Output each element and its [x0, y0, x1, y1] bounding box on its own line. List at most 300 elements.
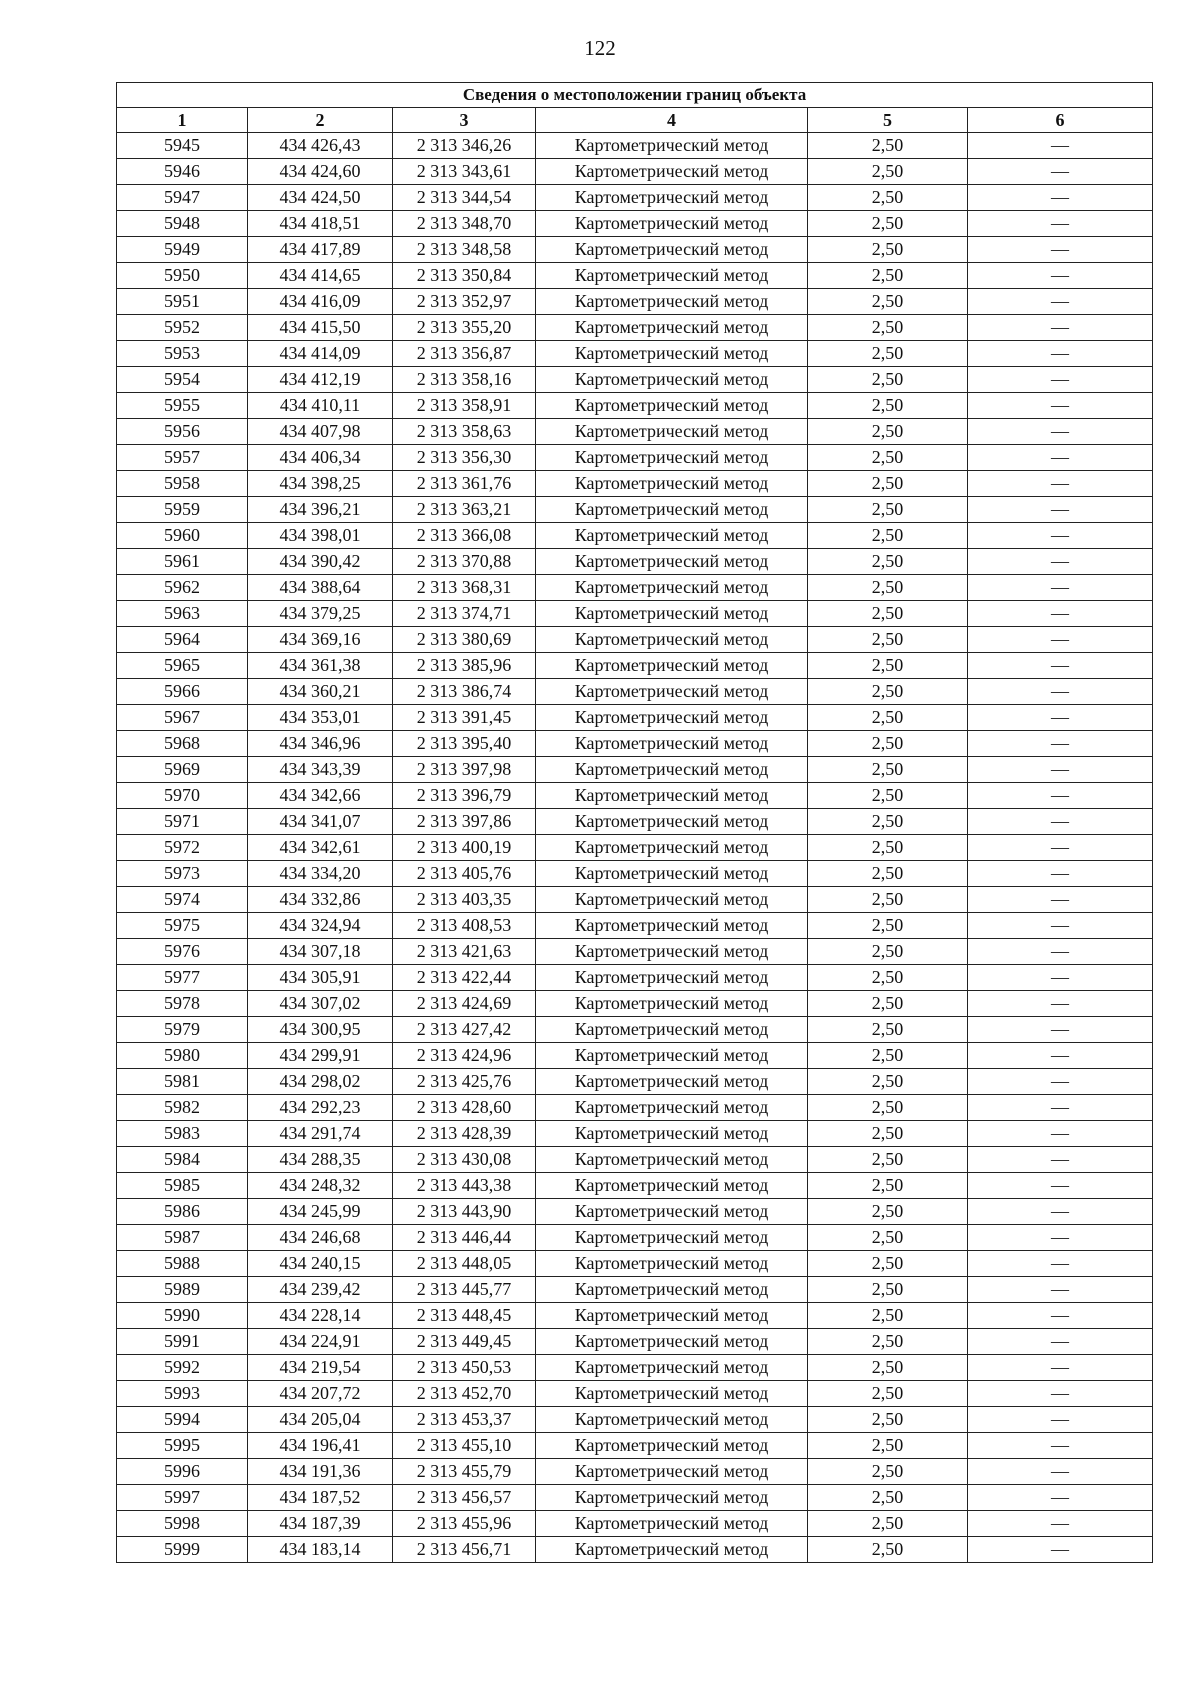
table-row — [117, 315, 1153, 341]
method-cell: Картометрический метод — [536, 549, 808, 575]
accuracy-cell: 2,50 — [808, 913, 968, 939]
note-cell: — — [968, 601, 1153, 627]
x-coordinate-cell: 434 332,86 — [248, 887, 393, 913]
point-number-cell: 5954 — [117, 367, 248, 393]
method-cell: Картометрический метод — [536, 783, 808, 809]
x-coordinate-cell: 434 207,72 — [248, 1381, 393, 1407]
note-cell: — — [968, 445, 1153, 471]
point-number-cell: 5952 — [117, 315, 248, 341]
point-number-cell: 5969 — [117, 757, 248, 783]
x-coordinate-cell: 434 418,51 — [248, 211, 393, 237]
point-number-cell: 5975 — [117, 913, 248, 939]
x-coordinate-cell: 434 324,94 — [248, 913, 393, 939]
method-cell: Картометрический метод — [536, 393, 808, 419]
y-coordinate-cell: 2 313 368,31 — [393, 575, 536, 601]
y-coordinate-cell: 2 313 446,44 — [393, 1225, 536, 1251]
table-row — [117, 1433, 1153, 1459]
method-cell: Картометрический метод — [536, 263, 808, 289]
accuracy-cell: 2,50 — [808, 1069, 968, 1095]
y-coordinate-cell: 2 313 385,96 — [393, 653, 536, 679]
point-number-cell: 5981 — [117, 1069, 248, 1095]
x-coordinate-cell: 434 398,25 — [248, 471, 393, 497]
accuracy-cell: 2,50 — [808, 887, 968, 913]
table-row — [117, 705, 1153, 731]
accuracy-cell: 2,50 — [808, 159, 968, 185]
table-row — [117, 1537, 1153, 1563]
table-row — [117, 991, 1153, 1017]
point-number-cell: 5951 — [117, 289, 248, 315]
x-coordinate-cell: 434 410,11 — [248, 393, 393, 419]
table-row — [117, 237, 1153, 263]
accuracy-cell: 2,50 — [808, 211, 968, 237]
x-coordinate-cell: 434 390,42 — [248, 549, 393, 575]
table-row — [117, 1303, 1153, 1329]
note-cell: — — [968, 1459, 1153, 1485]
column-header: 2 — [248, 108, 393, 133]
point-number-cell: 5992 — [117, 1355, 248, 1381]
table-title-row — [117, 83, 1153, 108]
table-row — [117, 1017, 1153, 1043]
column-header: 5 — [808, 108, 968, 133]
note-cell: — — [968, 1069, 1153, 1095]
method-cell: Картометрический метод — [536, 1173, 808, 1199]
method-cell: Картометрический метод — [536, 1043, 808, 1069]
table-row — [117, 783, 1153, 809]
accuracy-cell: 2,50 — [808, 679, 968, 705]
note-cell: — — [968, 835, 1153, 861]
boundary-coordinates-table — [116, 82, 1153, 1563]
x-coordinate-cell: 434 414,09 — [248, 341, 393, 367]
table-row — [117, 1225, 1153, 1251]
point-number-cell: 5953 — [117, 341, 248, 367]
accuracy-cell: 2,50 — [808, 627, 968, 653]
point-number-cell: 5983 — [117, 1121, 248, 1147]
accuracy-cell: 2,50 — [808, 575, 968, 601]
note-cell: — — [968, 1511, 1153, 1537]
note-cell: — — [968, 1355, 1153, 1381]
method-cell: Картометрический метод — [536, 861, 808, 887]
method-cell: Картометрический метод — [536, 939, 808, 965]
method-cell: Картометрический метод — [536, 705, 808, 731]
x-coordinate-cell: 434 361,38 — [248, 653, 393, 679]
point-number-cell: 5968 — [117, 731, 248, 757]
point-number-cell: 5947 — [117, 185, 248, 211]
table-row — [117, 679, 1153, 705]
table-row — [117, 1381, 1153, 1407]
note-cell: — — [968, 1043, 1153, 1069]
y-coordinate-cell: 2 313 456,57 — [393, 1485, 536, 1511]
point-number-cell: 5997 — [117, 1485, 248, 1511]
method-cell: Картометрический метод — [536, 133, 808, 159]
point-number-cell: 5946 — [117, 159, 248, 185]
note-cell: — — [968, 653, 1153, 679]
note-cell: — — [968, 1199, 1153, 1225]
point-number-cell: 5999 — [117, 1537, 248, 1563]
method-cell: Картометрический метод — [536, 757, 808, 783]
method-cell: Картометрический метод — [536, 1095, 808, 1121]
method-cell: Картометрический метод — [536, 159, 808, 185]
point-number-cell: 5987 — [117, 1225, 248, 1251]
method-cell: Картометрический метод — [536, 471, 808, 497]
y-coordinate-cell: 2 313 421,63 — [393, 939, 536, 965]
table-row — [117, 1329, 1153, 1355]
note-cell: — — [968, 549, 1153, 575]
accuracy-cell: 2,50 — [808, 861, 968, 887]
note-cell: — — [968, 965, 1153, 991]
note-cell: — — [968, 887, 1153, 913]
method-cell: Картометрический метод — [536, 1381, 808, 1407]
note-cell: — — [968, 1537, 1153, 1563]
accuracy-cell: 2,50 — [808, 393, 968, 419]
accuracy-cell: 2,50 — [808, 1251, 968, 1277]
table-row — [117, 939, 1153, 965]
accuracy-cell: 2,50 — [808, 1355, 968, 1381]
x-coordinate-cell: 434 341,07 — [248, 809, 393, 835]
point-number-cell: 5993 — [117, 1381, 248, 1407]
point-number-cell: 5988 — [117, 1251, 248, 1277]
method-cell: Картометрический метод — [536, 887, 808, 913]
method-cell: Картометрический метод — [536, 1303, 808, 1329]
page-number: 122 — [584, 36, 616, 60]
method-cell: Картометрический метод — [536, 991, 808, 1017]
method-cell: Картометрический метод — [536, 1121, 808, 1147]
y-coordinate-cell: 2 313 443,38 — [393, 1173, 536, 1199]
note-cell: — — [968, 1485, 1153, 1511]
point-number-cell: 5974 — [117, 887, 248, 913]
accuracy-cell: 2,50 — [808, 601, 968, 627]
method-cell: Картометрический метод — [536, 1355, 808, 1381]
method-cell: Картометрический метод — [536, 289, 808, 315]
note-cell: — — [968, 1017, 1153, 1043]
note-cell: — — [968, 1329, 1153, 1355]
x-coordinate-cell: 434 228,14 — [248, 1303, 393, 1329]
accuracy-cell: 2,50 — [808, 1511, 968, 1537]
x-coordinate-cell: 434 240,15 — [248, 1251, 393, 1277]
point-number-cell: 5955 — [117, 393, 248, 419]
x-coordinate-cell: 434 248,32 — [248, 1173, 393, 1199]
note-cell: — — [968, 679, 1153, 705]
y-coordinate-cell: 2 313 358,63 — [393, 419, 536, 445]
table-row — [117, 835, 1153, 861]
point-number-cell: 5963 — [117, 601, 248, 627]
point-number-cell: 5972 — [117, 835, 248, 861]
note-cell: — — [968, 731, 1153, 757]
table-row — [117, 1147, 1153, 1173]
table-row — [117, 757, 1153, 783]
note-cell: — — [968, 471, 1153, 497]
point-number-cell: 5976 — [117, 939, 248, 965]
x-coordinate-cell: 434 246,68 — [248, 1225, 393, 1251]
note-cell: — — [968, 1121, 1153, 1147]
note-cell: — — [968, 263, 1153, 289]
point-number-cell: 5945 — [117, 133, 248, 159]
accuracy-cell: 2,50 — [808, 1147, 968, 1173]
x-coordinate-cell: 434 426,43 — [248, 133, 393, 159]
table-row — [117, 1407, 1153, 1433]
y-coordinate-cell: 2 313 374,71 — [393, 601, 536, 627]
point-number-cell: 5958 — [117, 471, 248, 497]
y-coordinate-cell: 2 313 346,26 — [393, 133, 536, 159]
note-cell: — — [968, 419, 1153, 445]
y-coordinate-cell: 2 313 395,40 — [393, 731, 536, 757]
method-cell: Картометрический метод — [536, 1407, 808, 1433]
accuracy-cell: 2,50 — [808, 757, 968, 783]
table-row — [117, 367, 1153, 393]
method-cell: Картометрический метод — [536, 445, 808, 471]
table-row — [117, 419, 1153, 445]
accuracy-cell: 2,50 — [808, 1433, 968, 1459]
accuracy-cell: 2,50 — [808, 1537, 968, 1563]
x-coordinate-cell: 434 346,96 — [248, 731, 393, 757]
note-cell: — — [968, 991, 1153, 1017]
point-number-cell: 5986 — [117, 1199, 248, 1225]
note-cell: — — [968, 393, 1153, 419]
table-row — [117, 1485, 1153, 1511]
point-number-cell: 5967 — [117, 705, 248, 731]
accuracy-cell: 2,50 — [808, 1459, 968, 1485]
accuracy-cell: 2,50 — [808, 939, 968, 965]
table-row — [117, 627, 1153, 653]
note-cell: — — [968, 861, 1153, 887]
method-cell: Картометрический метод — [536, 1225, 808, 1251]
y-coordinate-cell: 2 313 428,60 — [393, 1095, 536, 1121]
accuracy-cell: 2,50 — [808, 1225, 968, 1251]
table-row — [117, 393, 1153, 419]
y-coordinate-cell: 2 313 445,77 — [393, 1277, 536, 1303]
note-cell: — — [968, 289, 1153, 315]
note-cell: — — [968, 211, 1153, 237]
table-row — [117, 445, 1153, 471]
y-coordinate-cell: 2 313 428,39 — [393, 1121, 536, 1147]
accuracy-cell: 2,50 — [808, 835, 968, 861]
note-cell: — — [968, 185, 1153, 211]
y-coordinate-cell: 2 313 400,19 — [393, 835, 536, 861]
accuracy-cell: 2,50 — [808, 731, 968, 757]
y-coordinate-cell: 2 313 363,21 — [393, 497, 536, 523]
accuracy-cell: 2,50 — [808, 705, 968, 731]
x-coordinate-cell: 434 360,21 — [248, 679, 393, 705]
y-coordinate-cell: 2 313 408,53 — [393, 913, 536, 939]
y-coordinate-cell: 2 313 456,71 — [393, 1537, 536, 1563]
y-coordinate-cell: 2 313 348,58 — [393, 237, 536, 263]
table-row — [117, 1173, 1153, 1199]
y-coordinate-cell: 2 313 397,98 — [393, 757, 536, 783]
method-cell: Картометрический метод — [536, 185, 808, 211]
x-coordinate-cell: 434 424,60 — [248, 159, 393, 185]
table-row — [117, 1511, 1153, 1537]
y-coordinate-cell: 2 313 356,87 — [393, 341, 536, 367]
y-coordinate-cell: 2 313 356,30 — [393, 445, 536, 471]
y-coordinate-cell: 2 313 453,37 — [393, 1407, 536, 1433]
note-cell: — — [968, 627, 1153, 653]
point-number-cell: 5990 — [117, 1303, 248, 1329]
x-coordinate-cell: 434 415,50 — [248, 315, 393, 341]
x-coordinate-cell: 434 412,19 — [248, 367, 393, 393]
table-row — [117, 497, 1153, 523]
note-cell: — — [968, 575, 1153, 601]
method-cell: Картометрический метод — [536, 1147, 808, 1173]
note-cell: — — [968, 1381, 1153, 1407]
x-coordinate-cell: 434 307,18 — [248, 939, 393, 965]
point-number-cell: 5995 — [117, 1433, 248, 1459]
note-cell: — — [968, 133, 1153, 159]
point-number-cell: 5973 — [117, 861, 248, 887]
method-cell: Картометрический метод — [536, 601, 808, 627]
x-coordinate-cell: 434 307,02 — [248, 991, 393, 1017]
accuracy-cell: 2,50 — [808, 1407, 968, 1433]
y-coordinate-cell: 2 313 386,74 — [393, 679, 536, 705]
point-number-cell: 5978 — [117, 991, 248, 1017]
method-cell: Картометрический метод — [536, 679, 808, 705]
x-coordinate-cell: 434 396,21 — [248, 497, 393, 523]
accuracy-cell: 2,50 — [808, 523, 968, 549]
table-row — [117, 861, 1153, 887]
point-number-cell: 5950 — [117, 263, 248, 289]
point-number-cell: 5977 — [117, 965, 248, 991]
x-coordinate-cell: 434 334,20 — [248, 861, 393, 887]
x-coordinate-cell: 434 191,36 — [248, 1459, 393, 1485]
x-coordinate-cell: 434 292,23 — [248, 1095, 393, 1121]
x-coordinate-cell: 434 353,01 — [248, 705, 393, 731]
y-coordinate-cell: 2 313 448,05 — [393, 1251, 536, 1277]
x-coordinate-cell: 434 291,74 — [248, 1121, 393, 1147]
y-coordinate-cell: 2 313 380,69 — [393, 627, 536, 653]
accuracy-cell: 2,50 — [808, 1121, 968, 1147]
accuracy-cell: 2,50 — [808, 783, 968, 809]
accuracy-cell: 2,50 — [808, 965, 968, 991]
x-coordinate-cell: 434 298,02 — [248, 1069, 393, 1095]
y-coordinate-cell: 2 313 452,70 — [393, 1381, 536, 1407]
point-number-cell: 5979 — [117, 1017, 248, 1043]
accuracy-cell: 2,50 — [808, 1277, 968, 1303]
y-coordinate-cell: 2 313 443,90 — [393, 1199, 536, 1225]
accuracy-cell: 2,50 — [808, 367, 968, 393]
table-row — [117, 549, 1153, 575]
accuracy-cell: 2,50 — [808, 419, 968, 445]
method-cell: Картометрический метод — [536, 835, 808, 861]
point-number-cell: 5991 — [117, 1329, 248, 1355]
x-coordinate-cell: 434 343,39 — [248, 757, 393, 783]
point-number-cell: 5965 — [117, 653, 248, 679]
point-number-cell: 5980 — [117, 1043, 248, 1069]
note-cell: — — [968, 809, 1153, 835]
y-coordinate-cell: 2 313 370,88 — [393, 549, 536, 575]
accuracy-cell: 2,50 — [808, 133, 968, 159]
table-row — [117, 341, 1153, 367]
y-coordinate-cell: 2 313 361,76 — [393, 471, 536, 497]
method-cell: Картометрический метод — [536, 731, 808, 757]
accuracy-cell: 2,50 — [808, 315, 968, 341]
column-header: 4 — [536, 108, 808, 133]
y-coordinate-cell: 2 313 455,79 — [393, 1459, 536, 1485]
x-coordinate-cell: 434 245,99 — [248, 1199, 393, 1225]
table-row — [117, 965, 1153, 991]
method-cell: Картометрический метод — [536, 1329, 808, 1355]
table-row — [117, 471, 1153, 497]
note-cell: — — [968, 705, 1153, 731]
x-coordinate-cell: 434 305,91 — [248, 965, 393, 991]
method-cell: Картометрический метод — [536, 367, 808, 393]
x-coordinate-cell: 434 342,66 — [248, 783, 393, 809]
accuracy-cell: 2,50 — [808, 289, 968, 315]
table-row — [117, 913, 1153, 939]
note-cell: — — [968, 1173, 1153, 1199]
x-coordinate-cell: 434 219,54 — [248, 1355, 393, 1381]
accuracy-cell: 2,50 — [808, 549, 968, 575]
y-coordinate-cell: 2 313 403,35 — [393, 887, 536, 913]
accuracy-cell: 2,50 — [808, 1017, 968, 1043]
y-coordinate-cell: 2 313 391,45 — [393, 705, 536, 731]
point-number-cell: 5971 — [117, 809, 248, 835]
y-coordinate-cell: 2 313 405,76 — [393, 861, 536, 887]
x-coordinate-cell: 434 369,16 — [248, 627, 393, 653]
method-cell: Картометрический метод — [536, 419, 808, 445]
x-coordinate-cell: 434 187,52 — [248, 1485, 393, 1511]
table-row — [117, 1095, 1153, 1121]
table-row — [117, 211, 1153, 237]
accuracy-cell: 2,50 — [808, 1485, 968, 1511]
y-coordinate-cell: 2 313 396,79 — [393, 783, 536, 809]
table-row — [117, 601, 1153, 627]
method-cell: Картометрический метод — [536, 1459, 808, 1485]
method-cell: Картометрический метод — [536, 1017, 808, 1043]
x-coordinate-cell: 434 406,34 — [248, 445, 393, 471]
x-coordinate-cell: 434 398,01 — [248, 523, 393, 549]
note-cell: — — [968, 523, 1153, 549]
method-cell: Картометрический метод — [536, 1199, 808, 1225]
x-coordinate-cell: 434 224,91 — [248, 1329, 393, 1355]
accuracy-cell: 2,50 — [808, 185, 968, 211]
note-cell: — — [968, 1433, 1153, 1459]
y-coordinate-cell: 2 313 430,08 — [393, 1147, 536, 1173]
table-row — [117, 653, 1153, 679]
accuracy-cell: 2,50 — [808, 1303, 968, 1329]
note-cell: — — [968, 1277, 1153, 1303]
y-coordinate-cell: 2 313 449,45 — [393, 1329, 536, 1355]
point-number-cell: 5964 — [117, 627, 248, 653]
point-number-cell: 5957 — [117, 445, 248, 471]
y-coordinate-cell: 2 313 355,20 — [393, 315, 536, 341]
x-coordinate-cell: 434 424,50 — [248, 185, 393, 211]
point-number-cell: 5970 — [117, 783, 248, 809]
y-coordinate-cell: 2 313 352,97 — [393, 289, 536, 315]
method-cell: Картометрический метод — [536, 575, 808, 601]
note-cell: — — [968, 315, 1153, 341]
accuracy-cell: 2,50 — [808, 1329, 968, 1355]
method-cell: Картометрический метод — [536, 1251, 808, 1277]
point-number-cell: 5998 — [117, 1511, 248, 1537]
point-number-cell: 5996 — [117, 1459, 248, 1485]
point-number-cell: 5961 — [117, 549, 248, 575]
note-cell: — — [968, 367, 1153, 393]
column-header-row — [117, 108, 1153, 133]
table-row — [117, 185, 1153, 211]
table-row — [117, 809, 1153, 835]
column-header: 6 — [968, 108, 1153, 133]
method-cell: Картометрический метод — [536, 913, 808, 939]
point-number-cell: 5982 — [117, 1095, 248, 1121]
method-cell: Картометрический метод — [536, 627, 808, 653]
note-cell: — — [968, 1147, 1153, 1173]
point-number-cell: 5994 — [117, 1407, 248, 1433]
x-coordinate-cell: 434 414,65 — [248, 263, 393, 289]
accuracy-cell: 2,50 — [808, 1173, 968, 1199]
table-row — [117, 1043, 1153, 1069]
method-cell: Картометрический метод — [536, 211, 808, 237]
accuracy-cell: 2,50 — [808, 471, 968, 497]
method-cell: Картометрический метод — [536, 965, 808, 991]
table-row — [117, 1251, 1153, 1277]
